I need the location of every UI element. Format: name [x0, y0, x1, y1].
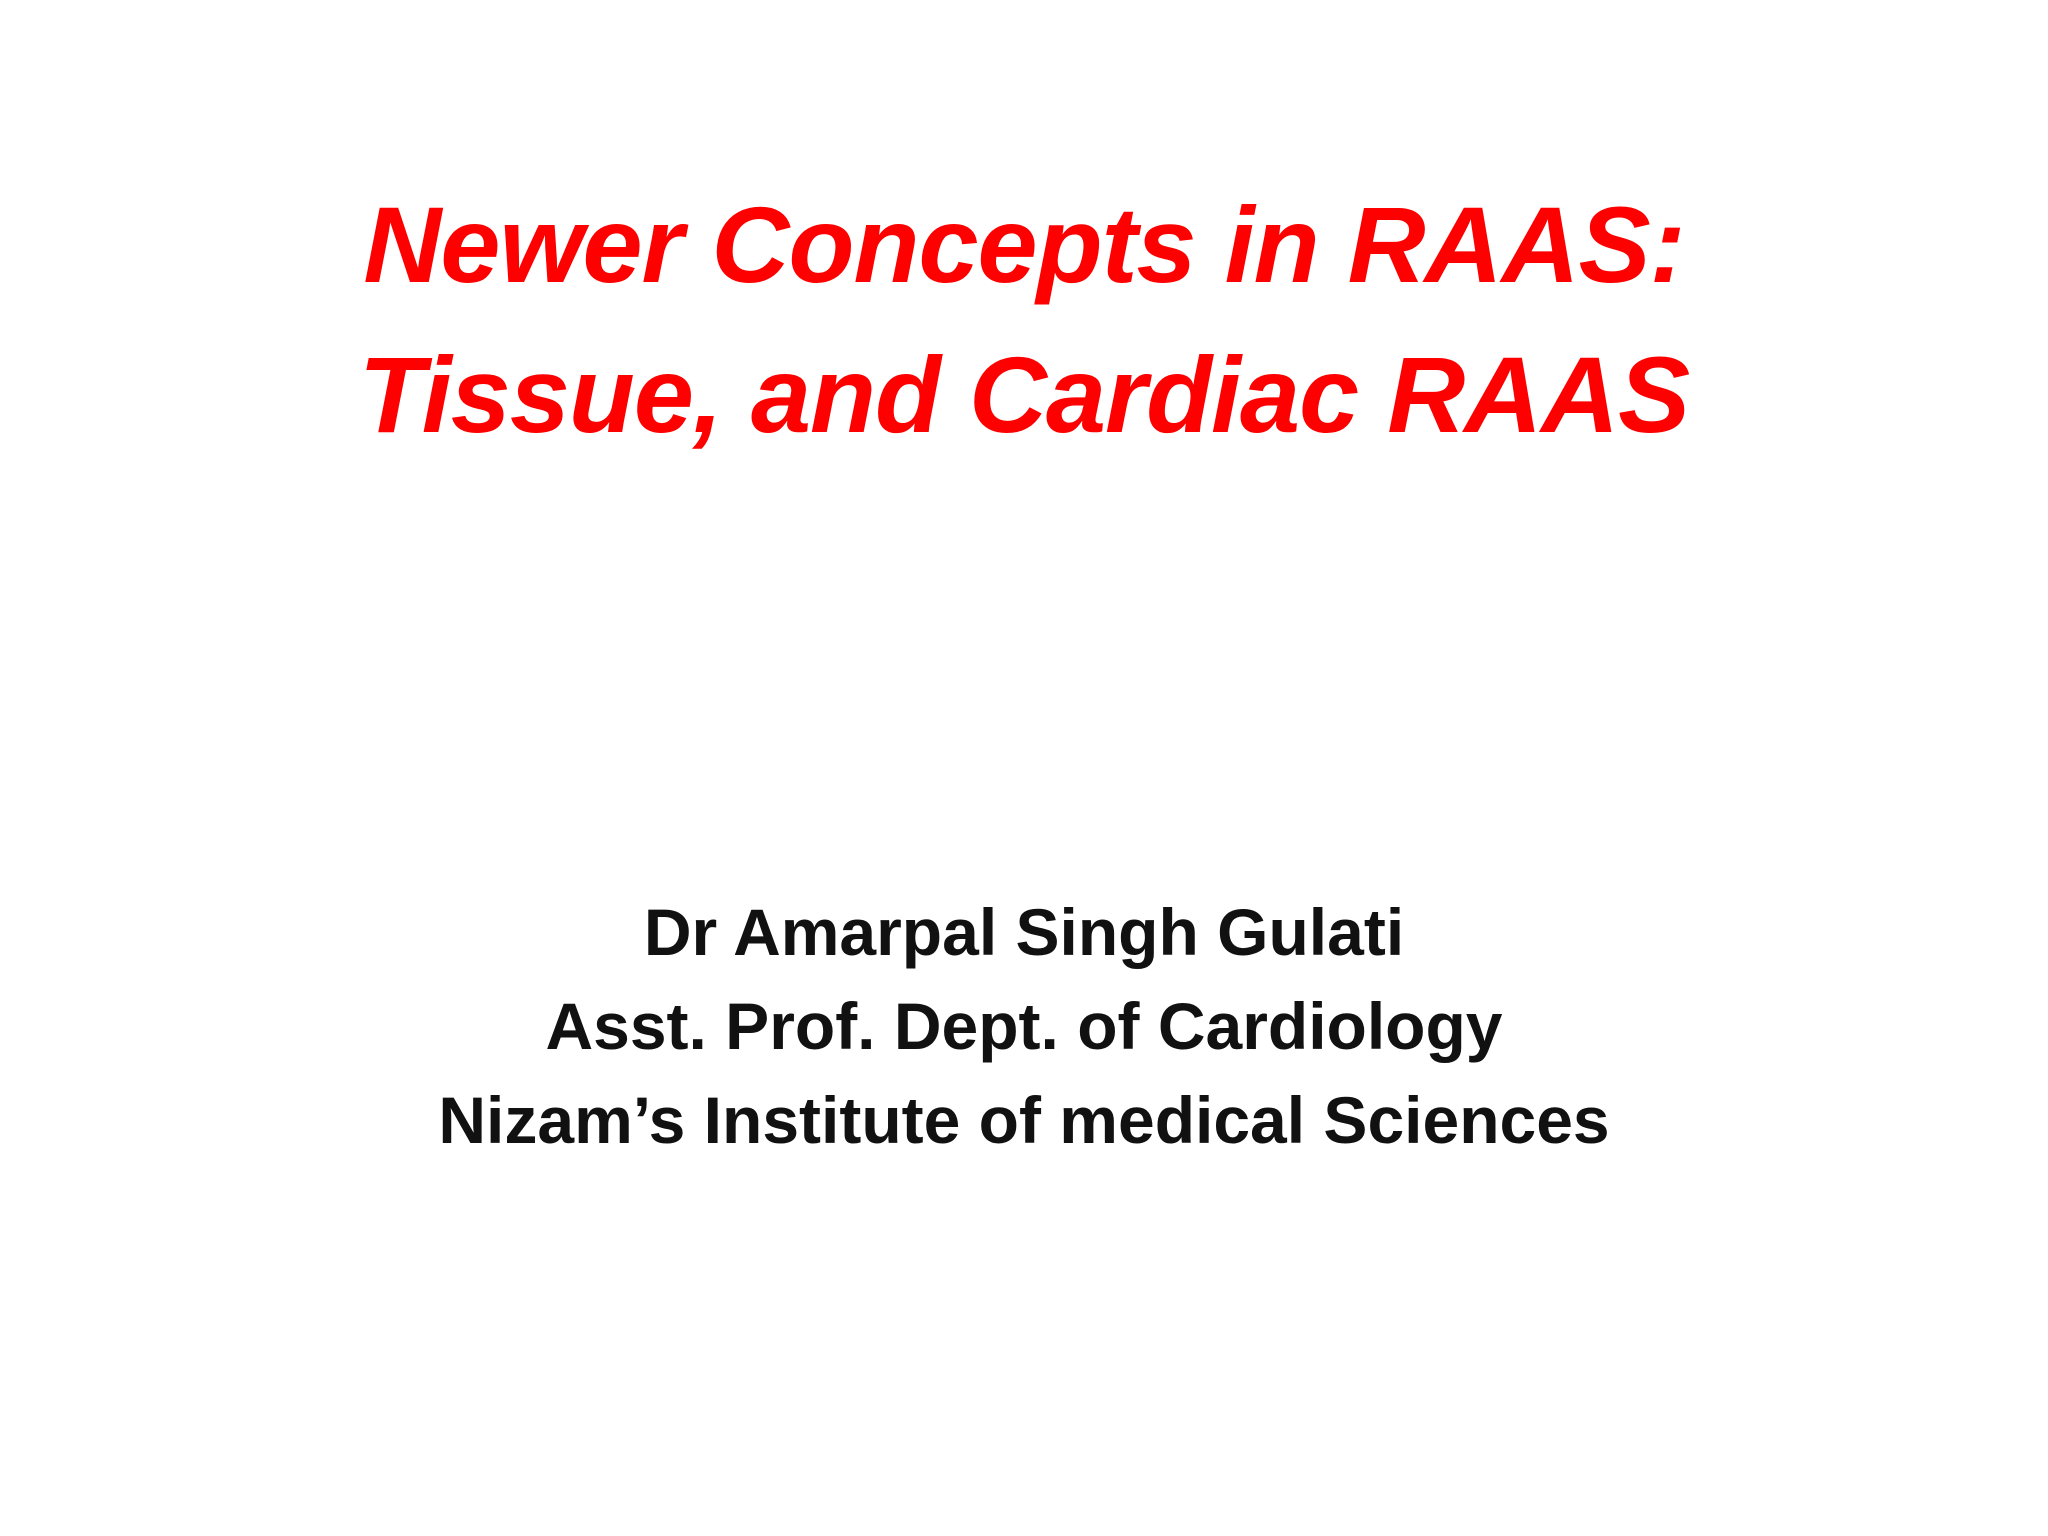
slide-title [0, 170, 2048, 470]
title-line-1: Newer Concepts in RAAS: [363, 184, 1685, 305]
author-position: Asst. Prof. Dept. of Cardiology [545, 989, 1503, 1063]
author-institution: Nizam’s Institute of medical Sciences [438, 1083, 1610, 1157]
author-name: Dr Amarpal Singh Gulati [643, 895, 1405, 969]
author-block [0, 885, 2048, 1167]
title-line-2: Tissue, and Cardiac RAAS [358, 334, 1690, 455]
